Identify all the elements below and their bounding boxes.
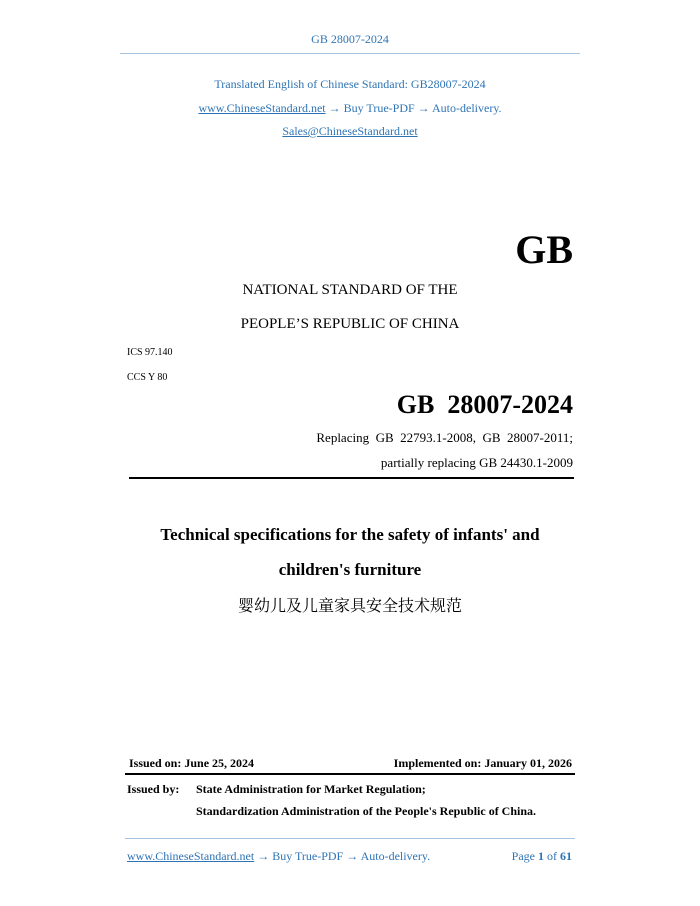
page-label: Page [511, 849, 535, 863]
national-standard-line1: NATIONAL STANDARD OF THE [242, 282, 458, 298]
document-title-line1: Technical specifications for the safety of infants' and [160, 525, 540, 544]
issuer-line2: Standardization Administration of the People's Republic of China. [196, 804, 537, 818]
promo-line [0, 101, 700, 116]
title-divider [129, 477, 574, 479]
page-indicator [512, 849, 572, 864]
page-total: 61 [560, 849, 572, 863]
ccs-code: CCS Y 80 [127, 372, 168, 383]
issued-on: Issued on: June 25, 2024 [129, 756, 255, 770]
email-link[interactable]: Sales@ChineseStandard.net [282, 124, 418, 138]
site-link[interactable]: www.ChineseStandard.net [198, 101, 326, 115]
promo-suffix: → Buy True-PDF → Auto-delivery. [325, 101, 502, 115]
running-header-title: GB 28007-2024 [311, 32, 389, 46]
issuer-line1: State Administration for Market Regulation; [196, 782, 426, 796]
national-standard-line2: PEOPLE’S REPUBLIC OF CHINA [240, 316, 460, 332]
footer-promo [127, 849, 430, 864]
issued-by-label: Issued by: [127, 782, 180, 796]
replacing-line1: Replacing GB 22793.1-2008, GB 28007-2011; [316, 430, 573, 445]
replacing-line2: partially replacing GB 24430.1-2009 [380, 455, 573, 470]
implemented-on: Implemented on: January 01, 2026 [393, 756, 572, 770]
standard-number: GB 28007-2024 [396, 390, 573, 419]
page-of: of [547, 849, 557, 863]
page-current: 1 [538, 849, 544, 863]
footer-promo-suffix: → Buy True-PDF → Auto-delivery. [254, 849, 431, 863]
footer-divider [125, 838, 575, 839]
translation-notice: Translated English of Chinese Standard: GB28007-2024 [214, 77, 486, 91]
issue-divider [125, 773, 575, 775]
footer-site-link[interactable]: www.ChineseStandard.net [127, 849, 255, 863]
gb-mark: GB [515, 227, 573, 272]
document-title-line2: children's furniture [278, 560, 422, 579]
document-title-chinese: 婴幼儿及儿童家具安全技术规范 [237, 596, 462, 615]
header-divider [120, 53, 580, 54]
email-line [0, 124, 700, 139]
ics-code: ICS 97.140 [127, 347, 173, 358]
